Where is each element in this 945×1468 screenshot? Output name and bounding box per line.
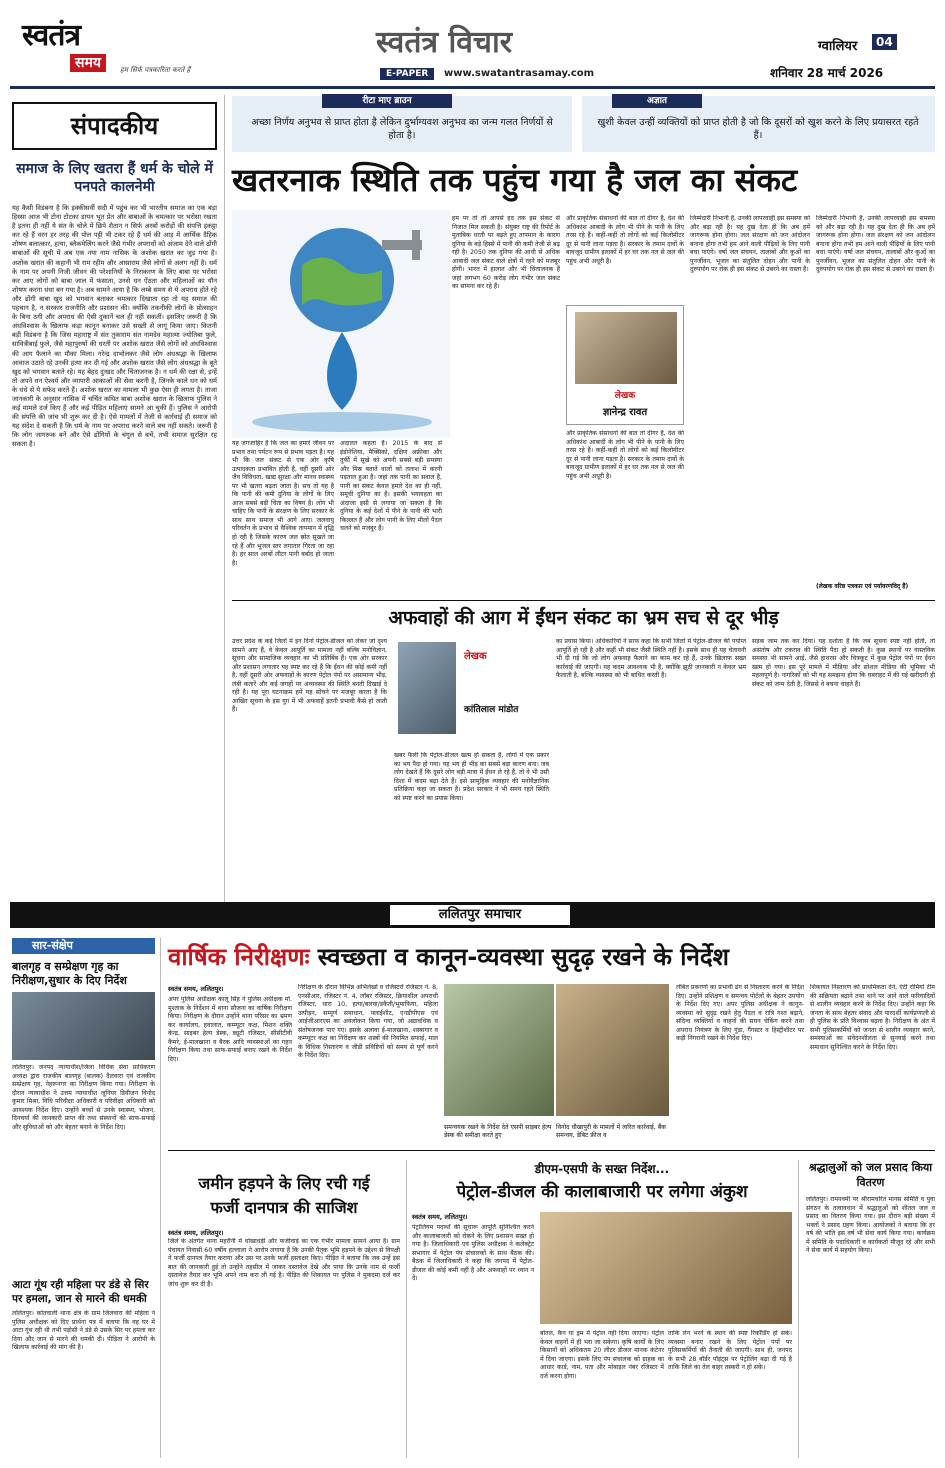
- author-photo: [575, 312, 677, 384]
- lead-col-4b: और प्राकृतिक संसाधनों की बात तो दीगर है, देश की अधिकांश आबादी के लोग भी पीने के पानी के लिए तरस रहे हैं। कहीं-कहीं तो लोगों को कई किलोमीटर दूर से पानी लाना पड़ता है। सरकार के तमाम दावों के बावजूद ग्रामीण इलाकों में हर घर तक नल से जल की पहुंच अभी अधूरी है।: [566, 430, 684, 480]
- second-col-3: का प्रयास किया। अधिकारियों ने साफ कहा कि सभी जिलों में पेट्रोल-डीजल की पर्याप्त आपूर्ति हो रही है और कहीं भी संकट जैसी स्थिति नहीं है। इसके साथ ही यह चेतावनी भी दी गई कि जो लोग अफवाह फैलाने का काम कर रहे हैं, उनके खिलाफ सख्त कार्रवाई की जाएगी। यह कदम आवश्यक भी है, क्योंकि झूठी जानकारी न केवल भ्रम फैलाती है, बल्कि व्यवस्था को भी बाधित करती है।: [556, 638, 746, 680]
- petrol-photo: [540, 1212, 792, 1324]
- lead-col-1: यह जगजाहिर है कि जल का हमारे जीवन पर प्रभाव तथा पर्यटन रूप से प्रभाव पड़ता है। यह भी कि जल संकट से एक ओर कृषि उत्पादकता प्रभावित होती है, वहीं दूसरी ओर जैव विविधता, खाद्य सुरक्षा और मानव स्वास्थ्य पर भी खतरा बढ़ता जाता है। सच तो यह है कि पानी की कमी दुनिया के लोगों के लिए आज सबसे बड़ी चिंता का विषय है। लोग भी चाहिए कि पानी के संरक्षण के लिए सरकार के साथ साथ समाज भी आगे आए। जलवायु परिवर्तन के प्रभाव से वैश्विक तापमान में वृद्धि हो रही है जिसके कारण जल स्रोत सूखते जा रहे हैं और भूजल स्तर लगातार गिरता जा रहा है। हर साल अरबों लीटर पानी बर्बाद हो जाता है।: [232, 440, 334, 567]
- land-headline: [168, 1172, 400, 1220]
- quote-author: अज्ञात: [612, 94, 702, 108]
- second-col-1: उत्तर प्रदेश के कई जिलों में इन दिनों पेट्रोल-डीजल को लेकर जो दृश्य सामने आए हैं, वे केवल आपूर्ति का मामला नहीं बल्कि मनोविज्ञान, सूचना और सामाजिक व्यवहार का भी प्रतिबिंब हैं। एक ओर सरकार और प्रशासन लगातार यह स्पष्ट कर रहे हैं कि ईंधन की कोई कमी नहीं है, वहीं दूसरी ओर अफवाहों के कारण पेट्रोल पंपों पर असामान्य भीड़, लंबी कतारें और कई जगहों पर अव्यवस्था की स्थिति बनती दिखाई दे रही है। यह पूरा घटनाक्रम हमें यह सोचने पर मजबूर करता है कि आखिर सूचना के इस युग में भी अफवाहें इतनी प्रभावी कैसे हो जाती हैं।: [232, 638, 387, 714]
- quote-author: रीटा माए ब्राउन: [322, 94, 452, 108]
- prasad-body: ललितपुर। रामनवमी पर श्रीरामचरित मानस समिति व युवा संगठन के तत्वावधान में श्रद्धालुओं को शीतल जल व प्रसाद का वितरण किया गया। इस दौरान बड़ी संख्या में भक्तों ने प्रसाद ग्रहण किया। आयोजकों ने बताया कि हर वर्ष की भांति इस वर्ष भी सेवा कार्य किया गया। कार्यक्रम में समिति के पदाधिकारी व कार्यकर्ता मौजूद रहे और सभी ने सेवा कार्य में सहयोग किया।: [806, 1196, 935, 1255]
- city: ग्वालियर: [818, 39, 858, 54]
- editorial-body: यह कैसी विडंबना है कि इक्कीसवीं सदी में पहुंच कर भी भारतीय समाज का एक बड़ा हिस्सा आज भी टोना टोटका डायन भूत प्रेत और बाबाओं के चमत्कार पर भरोसा रखता है इतना ही नहीं ये संत के चोले में छिपे शैतान न सिर्फ अरबों करोड़ों की संपत्ति इकट्ठा कर रहे हैं वरन हर तरह की पोल पट्टी भी टकर रहे हैं धर्म की आड़ में आर्थिक दैहिक शोषण बलात्कार, हत्या, ब्लैकमेलिंग करने जैसे गंभीर अपराधों को अंजाम देने वाले ढोंगी बाबाओं की सूची में अब एक नया नाम नासिक के अशोक खरात का जुड़ गया है। अशोक खरात की कहानी भी राम रहीम और आसाराम जैसे लोगों से अलग नहीं है। धर्म के नाम पर अपनी निजी जीवन की परेशानियों के निराकरण के लिए बाबा पर भरोसा कर आए लोगों को बाबा जाल में फंसाता, उनसे धन ऐंठता और महिलाओं का यौन शोषण करना धंधा बन गया है। अब सामने आया है कि लम्बे समय से ये अपराध होते रहे और ढोंगी बाबा खुद को भगवान बताकर चमत्कार दिखाता रहा तो यह समाज की पहचान है, न सरकार राजनीति और प्रशासन की। क्योंकि तकनीकी लोगों के प्रोत्साहन के बिना ठगी और अपराध की ऐसी दुकानें चल ही नहीं सकतीं। इसलिए जरूरी है कि अंधविश्वास के खिलाफ कड़ा कानून बनाकर उसे सख्ती से लागू किया जाए। कितनी बड़ी विडंबना है कि जिस महाराष्ट्र में संत तुकाराम संत नामदेव महात्मा ज्योतिबा फुले, सावित्रीबाई फुले, जैसे महापुरुषों की धरती पर अशोक खरात जैसे लोगों को अंधविश्वास की आग फैलाने का मौका मिला। नरेन्द्र दाभोलकर जैसे लोग अंधश्रद्धा के खिलाफ आवाज उठाते रहे उनकी हत्या कर दी गई और अशोक खरात जैसे लोग अंधश्रद्धा के बूते खुद को भगवान बताते रहे। यह बेहद दुःखद और चिंताजनक है। न धर्म की रक्षा से, इन्हें तो अपने धन ऐश्वर्य और व्यापारी आकाओं की सेवा करनी है, जिनके काले धन को धर्म के धंधे से ये सफेद करते हैं। अशोक खरात का मामला भी कुछ ऐसा ही लगता है। ताजा जानकारी के अनुसार नासिक में चर्चित कथित बाबा अशोक खरात के खिलाफ पुलिस ने कई मामले दर्ज किए हैं और कई पीड़ित महिलाएं सामने आ चुकी हैं। पुलिस ने आरोपी की संपत्ति की जांच भी शुरू कर दी है। ऐसे मामलों में तेजी से कार्रवाई ही समाज को यह संदेश दे सकती है कि धर्म के नाम पर अपराध करने वाले बच नहीं सकते। जरूरी है कि लोग जागरूक बनें और ऐसे ढोंगियों के चंगुल से बचें, तभी समाज सुरक्षित रह सकता है।: [12, 204, 217, 449]
- inspection-headline: [168, 940, 935, 974]
- second-col-2: खबर फैली कि पेट्रोल-डीजल खत्म हो सकता है, लोगों में एक प्रकार का भय पैदा हो गया। यह भय ही भीड़ का सबसे बड़ा कारण बना। जब लोग देखते हैं कि दूसरे लोग बड़ी मात्रा में ईंधन ले रहे हैं, तो वे भी उसी दिशा में कदम बढ़ा देते हैं। इसे सामूहिक व्यवहार की मनोवैज्ञानिक प्रतिक्रिया कहा जा सकता है। प्रदेश सरकार ने भी समय रहते स्थिति को स्पष्ट करने का प्रयास किया।: [394, 752, 549, 802]
- inspection-col-3: लंबित प्रकरणों का प्रभावी ढंग से निस्तारण करने के निर्देश दिए। उन्होंने प्रशिक्षण व समन्वय पोर्टलों के बेहतर उपयोग के निर्देश दिए गए। अपर पुलिस अधीक्षक ने कानून-व्यवस्था को सुदृढ़ रखने हेतु पैदल व रात्रि गश्त बढ़ाने, संदिग्ध व्यक्तियों व वाहनों की सघन चेकिंग करने तथा अपराध नियंत्रण के लिए गुंडा, गैंगस्टर व हिस्ट्रीशीटर पर कड़ी निगरानी रखने के निर्देश दिए।: [676, 984, 804, 1043]
- inspection-photo-1-image: [444, 984, 554, 1116]
- inspection-caption-1: समन्वयक रखने के निर्देश देते एसपी साइबर हेल्प डेस्क की समीक्षा करते हुए: [444, 1124, 552, 1139]
- editorial-label: संपादकीय: [12, 102, 217, 150]
- masthead: [0, 0, 945, 84]
- website[interactable]: www.swatantrasamay.com: [444, 68, 595, 79]
- issue-date: शनिवार 28 मार्च 2026: [770, 66, 884, 80]
- prasad-headline: श्रद्धालुओं को जल प्रसाद किया वितरण: [808, 1161, 933, 1189]
- sar-sankshep-label: सार-संक्षेप: [12, 938, 155, 954]
- quote-box-2: [582, 96, 935, 152]
- inspection-photo-2: [556, 984, 669, 1124]
- editorial-section: [12, 92, 217, 902]
- lead-headline: खतरनाक स्थिति तक पहुंच गया है जल का संकट: [232, 161, 798, 199]
- sar-item2-body: ललितपुर। कोतवाली थाना क्षेत्र के ग्राम जिलवारा की महिला ने पुलिस अधीक्षक को दिए प्रार्थना पत्र में बताया कि वह घर में आटा गूंथ रही थी तभी पड़ोसी ने डंडे से उसके सिर पर हमला कर दिया और जान से मारने की धमकी दी। पीड़िता ने आरोपी के खिलाफ कार्रवाई की मांग की है।: [12, 1310, 155, 1352]
- petrol-col-1: पेट्रोलियम पदार्थों की सुचारू आपूर्ति सुनिश्चित करने और कालाबाजारी को रोकने के लिए प्रशासन सख्त हो गया है। जिलाधिकारी एवं पुलिस अधीक्षक ने कलेक्ट्रेट सभागार में पेट्रोल पंप संचालकों के साथ बैठक की। बैठक में जिलाधिकारी ने कहा कि जनपद में पेट्रोल-डीजल की कोई कमी नहीं है और अफवाहों पर ध्यान न दें।: [412, 1224, 534, 1283]
- land-headline-2: फर्जी दानपात्र की साजिश: [210, 1198, 358, 1217]
- quote-box-1: [232, 96, 572, 152]
- lead-col-4: और प्राकृतिक संसाधनों की बात तो दीगर है, देश की अधिकांश आबादी के लोग भी पीने के पानी के लिए तरस रहे हैं। कहीं-कहीं तो लोगों को कई किलोमीटर दूर से पानी लाना पड़ता है। सरकार के तमाम दावों के बावजूद ग्रामीण इलाकों में हर घर तक नल से जल की पहुंच अभी अधूरी है।: [566, 215, 684, 265]
- inspection-photo-2-image: [556, 984, 669, 1116]
- sar-item2-headline: आटा गूंथ रही महिला पर डंडे से सिर पर हमला, जान से मारने की धमकी: [12, 1279, 149, 1305]
- sar-item1-headline: बालगृह व सम्प्रेक्षण गृह का निरीक्षण,सुधार के दिए निर्देश: [12, 960, 127, 987]
- inspection-col-4: शिकायत निस्तारण को प्राथमिकता देने, एंटी रोमियो टीम की सक्रियता बढ़ाने तथा थाने पर आने वाले फरियादियों से शालीन व्यवहार करने के निर्देश दिए। उन्होंने कहा कि जनता के साथ बेहतर संवाद और पारदर्शी कार्यप्रणाली से ही पुलिस के प्रति विश्वास बढ़ता है। निरीक्षण के अंत में सभी पुलिसकर्मियों को जनता से शालीन व्यवहार करने, समस्याओं का संवेदनशीलता से सुनवाई करने तथा समाधान सुनिश्चित करने के निर्देश दिए।: [810, 984, 935, 1051]
- petrol-kicker: डीएम-एसपी के सख्त निर्देश...: [534, 1162, 670, 1176]
- inspection-headline-rest: स्वच्छता व कानून-व्यवस्था सुदृढ़ रखने के निर्देश: [317, 943, 729, 971]
- sar-item1-photo: [12, 992, 155, 1060]
- logo-line1: स्वतंत्र: [22, 18, 81, 53]
- lead-col-2: अदालत कहता है। 2015 के बाद से इंडोनेशिया, मैक्सिको, दक्षिण अफ्रीका और तुर्की में सूखे को अपनी सबसे बड़ी समस्या और मिस्र बताते वालों को तलाश में करनी पड़ताल हुआ है। जहां तक पानी का सवाल है, पानी का संकट केवल हमारे देश का ही नहीं, समूची दुनिया का है। इसकी भयावहता का अंदाजा इसी से लगाया जा सकता है कि दुनिया के कई देशों में पीने के पानी की भारी किल्लत है और लोग पानी के लिए मीलों पैदल चलने को मजबूर हैं।: [340, 440, 442, 533]
- water-drop-globe-icon: [232, 210, 450, 438]
- author-label: लेखक: [614, 391, 636, 401]
- water-illustration: [232, 210, 450, 438]
- second-author-photo: [398, 642, 456, 734]
- inspection-col-1: अपर पुलिस अधीक्षक कालू सिंह ने पुलिस अधीक्षक मो. मुश्ताक के निर्देशन में थाना सौजना का वार्षिक निरीक्षण किया। निरीक्षण के दौरान उन्होंने थाना परिसर का भ्रमण कर कार्यालय, हवालात, कम्प्यूटर कक्ष, मिशन शक्ति केन्द्र, साइबर हेल्प डेस्क, ड्यूटी रजिस्टर, सीसीटीवी कैमरे, ई-मालखाना व बैरक आदि व्यवस्थाओं का गहन निरीक्षण किया तथा साफ-सफाई बनाए रखने के निर्देश दिए।: [168, 996, 292, 1063]
- section-title: स्वतंत्र विचार: [376, 25, 512, 60]
- inspection-col-2: निरीक्षण के दौरान विभिन्न अभिलेखों व रजिस्टरों रजिस्टर नं. 8, एनसीआर, रजिस्टर नं. 4, लॉबर रजिस्टर, क्रियाशील अपराधी रजिस्टर, धारा 10, हत्या/बलवा/डकैती/भूमाफिया, महिला उत्पीड़न, सम्पूर्ण समाधान, फ्लाईशीट, एनडीपीएस एवं आईजीआरएस का अवलोकन किया गया, जो अद्यावधिक व संतोषजनक पाए गए। इसके अलावा ई-मालखाना, शस्त्रागार व कम्प्यूटर कक्ष का निरीक्षण कर शस्त्रों की नियमित सफाई, माल के विधिक निस्तारण व जीडी प्रविष्टियों को समय से पूर्ण करने के निर्देश दिए।: [298, 984, 438, 1060]
- logo-line2: समय: [70, 54, 106, 72]
- petrol-col-3: ताकि लेन भरने के स्थान की स्पष्ट रिकॉर्डिंग हो सके। व्यवस्था बनाए रखने के लिए पेट्रोल पंपों पर पुलिसकर्मियों की तैनाती की जाएगी। साथ ही, जनपद के सभी 28 बॉर्डर पॉइंट्स पर पेट्रोलिंग बढ़ा दी गई है ताकि जिले का तेल बाहर तस्करी न हो सके।: [668, 1330, 792, 1372]
- petrol-dateline: स्वतंत्र समय, ललितपुर।: [412, 1213, 468, 1221]
- lead-col-5: जिम्मेदारी निभानी है, उनकी लापरवाही इस समस्या को और बढ़ा रही है। यह दुख देता ही कि अब हमें जागरूक होना होगा। जल संरक्षण को जन आंदोलन बनाना होगा तभी हम आने वाली पीढ़ियों के लिए पानी बचा पाएंगे। वर्षा जल संचयन, तालाबों और कुओं का पुनर्जीवन, भूजल का संतुलित दोहन और पानी के दुरुपयोग पर रोक ही इस संकट से उबरने का रास्ता है।: [690, 215, 810, 274]
- lead-col-6: जिम्मेदारी निभानी है, उनकी लापरवाही इस समस्या को और बढ़ा रही है। यह दुख देता ही कि अब हमें जागरूक होना होगा। जल संरक्षण को जन आंदोलन बनाना होगा तभी हम आने वाली पीढ़ियों के लिए पानी बचा पाएंगे। वर्षा जल संचयन, तालाबों और कुओं का पुनर्जीवन, भूजल का संतुलित दोहन और पानी के दुरुपयोग पर रोक ही इस संकट से उबरने का रास्ता है।: [816, 215, 935, 274]
- tagline: हम सिर्फ पत्रकारिता करते हैं: [120, 66, 191, 74]
- editorial-headline: समाज के लिए खतरा हैं धर्म के चोले में पनपते कालनेमी: [16, 161, 213, 195]
- inspection-headline-prefix: वार्षिक निरीक्षणः: [168, 943, 310, 971]
- land-headline-1: जमीन हड़पने के लिए रची गई: [198, 1174, 370, 1193]
- second-headline: अफवाहों की आग में ईंधन संकट का भ्रम सच से दूर भीड़: [388, 607, 779, 629]
- page-number: 04: [872, 34, 897, 50]
- quote-text: खुशी केवल उन्हीं व्यक्तियों को प्राप्त होती है जो कि दूसरों को खुश करने के लिए प्रयासरत रहते हैं।: [597, 117, 919, 141]
- quote-text: अच्छा निर्णय अनुभव से प्राप्त होता है लेकिन दुर्भाग्यवश अनुभव का जन्म गलत निर्णयों से होता है।: [251, 117, 553, 141]
- sar-sankshep-section: [12, 938, 155, 1458]
- lead-col-3: हम पर तो तो आपसे हद तक इस संकट से निजात मिल सकती है। संयुक्त राष्ट्र की रिपोर्ट के मुताबिक धरती पर बढ़ते हुए तापमान के कारण दुनिया के बड़े हिस्से में पानी की कमी तेजी से बढ़ रही है। 2050 तक दुनिया की आधी से अधिक आबादी जल संकट वाले क्षेत्रों में रहने को मजबूर होगी। भारत में हालात और भी चिंताजनक हैं जहां लगभग 60 करोड़ लोग गंभीर जल संकट का सामना कर रहे हैं।: [452, 215, 560, 291]
- local-section-bar: [10, 902, 935, 928]
- second-author-box: [394, 638, 549, 748]
- second-col-4: सड़क जाम तक कर दिया। यह दर्शाता है कि जब सूचना स्पष्ट नहीं होती, तो असंतोष और टकराव की स्थिति पैदा हो सकती है। कुछ स्थानों पर वास्तविक समस्या भी सामने आई, जैसे हाथरस और चित्रकूट में कुछ पेट्रोल पंपों पर ईंधन खत्म हो गया। इस पूरे मामले में मीडिया और सोशल मीडिया की भूमिका भी महत्वपूर्ण है। नागरिकों को भी यह समझना होगा कि घबराहट में की गई खरीदारी ही संकट को जन्म देती है, जिससे वे बचना चाहते हैं।: [752, 638, 935, 688]
- author-name: ज्ञानेन्द्र रावत: [602, 407, 648, 418]
- inspection-dateline: स्वतंत्र समय, ललितपुर।: [168, 985, 224, 993]
- author-box: [566, 305, 684, 425]
- second-author-label: लेखक: [464, 651, 487, 662]
- land-body: जिले के अंतर्गत थाना महरौनी में धोखाधड़ी और फर्जीवाड़े का एक गंभीर मामला सामने आया है। ग्राम पंचायत निवासी 60 वर्षीय हल्लाला ने आरोप लगाया है कि उनकी पैतृक भूमि हड़पने के उद्देश्य से विपक्षी ने फर्जी दानपत्र तैयार कराया और उस पर उनके फर्जी हस्ताक्षर किए। पीड़ित ने बताया कि जब उन्हें इस बात की जानकारी हुई तो उन्होंने तहसील में जाकर दस्तावेज देखे और पाया कि उनके नाम से फर्जी दस्तावेज तैयार कर भूमि अपने नाम करा ली गई है। पीड़ित की शिकायत पर पुलिस ने मुकदमा दर्ज कर जांच शुरू कर दी है।: [168, 1238, 400, 1288]
- epaper-badge: E-PAPER: [380, 68, 434, 80]
- land-dateline: स्वतंत्र समय, ललितपुर।: [168, 1229, 224, 1237]
- inspection-caption-2: विनोद धौखापुरी के मामलों में त्वरित कार्रवाई, बैंक समन्वय, डेबिट फ्रीज व: [556, 1124, 667, 1139]
- inspection-photo-1: [444, 984, 554, 1124]
- petrol-col-2: बोतल, कैन या ड्रम में पेट्रोल नहीं दिया जाएगा। पेट्रोल केवल वाहनों में ही भरा जा सकेगा। कृषि कार्यों के लिए किसानों को अधिकतम 20 लीटर डीजल मानक कंटेनर में दिया जाएगा। इसके लिए पंप संचालक को ग्राहक का आधार कार्ड, नाम, पता और मोबाइल नंबर रजिस्टर में दर्ज करना होगा।: [540, 1330, 664, 1380]
- local-section-label: ललितपुर समाचार: [390, 905, 570, 925]
- sar-item1-body: ललितपुर। जनपद न्यायाधीश/जिला विधिक सेवा प्राधिकरण अध्यक्ष द्वारा राजकीय बालगृह (बालक) दैलवारा एवं राजकीय सम्प्रेक्षण गृह, नेहरूनगर का निरीक्षण किया गया। निरीक्षण के दौरान न्यायाधीश ने उत्तम न्यायाधीश जूनियर डिवीजन विनोद कुमार मिश्रा, विधि परिवीक्षा अधिकारी व परिवीक्षा अधिकारी को आवश्यक निर्देश दिए। उन्होंने बच्चों से उनके स्वास्थ्य, भोजन, दिनचर्या की जानकारी प्राप्त की तथा संस्थानों की साफ-सफाई और सुविधाओं को और बेहतर बनाने के निर्देश दिए।: [12, 1064, 155, 1131]
- author-note: (लेखक वरिष्ठ पत्रकार एवं पर्यावरणविद् हैं): [816, 583, 909, 590]
- petrol-headline: पेट्रोल-डीजल की कालाबाजारी पर लगेगा अंकुश: [456, 1182, 748, 1202]
- second-author-name: कांतिलाल मांडोत: [464, 705, 519, 715]
